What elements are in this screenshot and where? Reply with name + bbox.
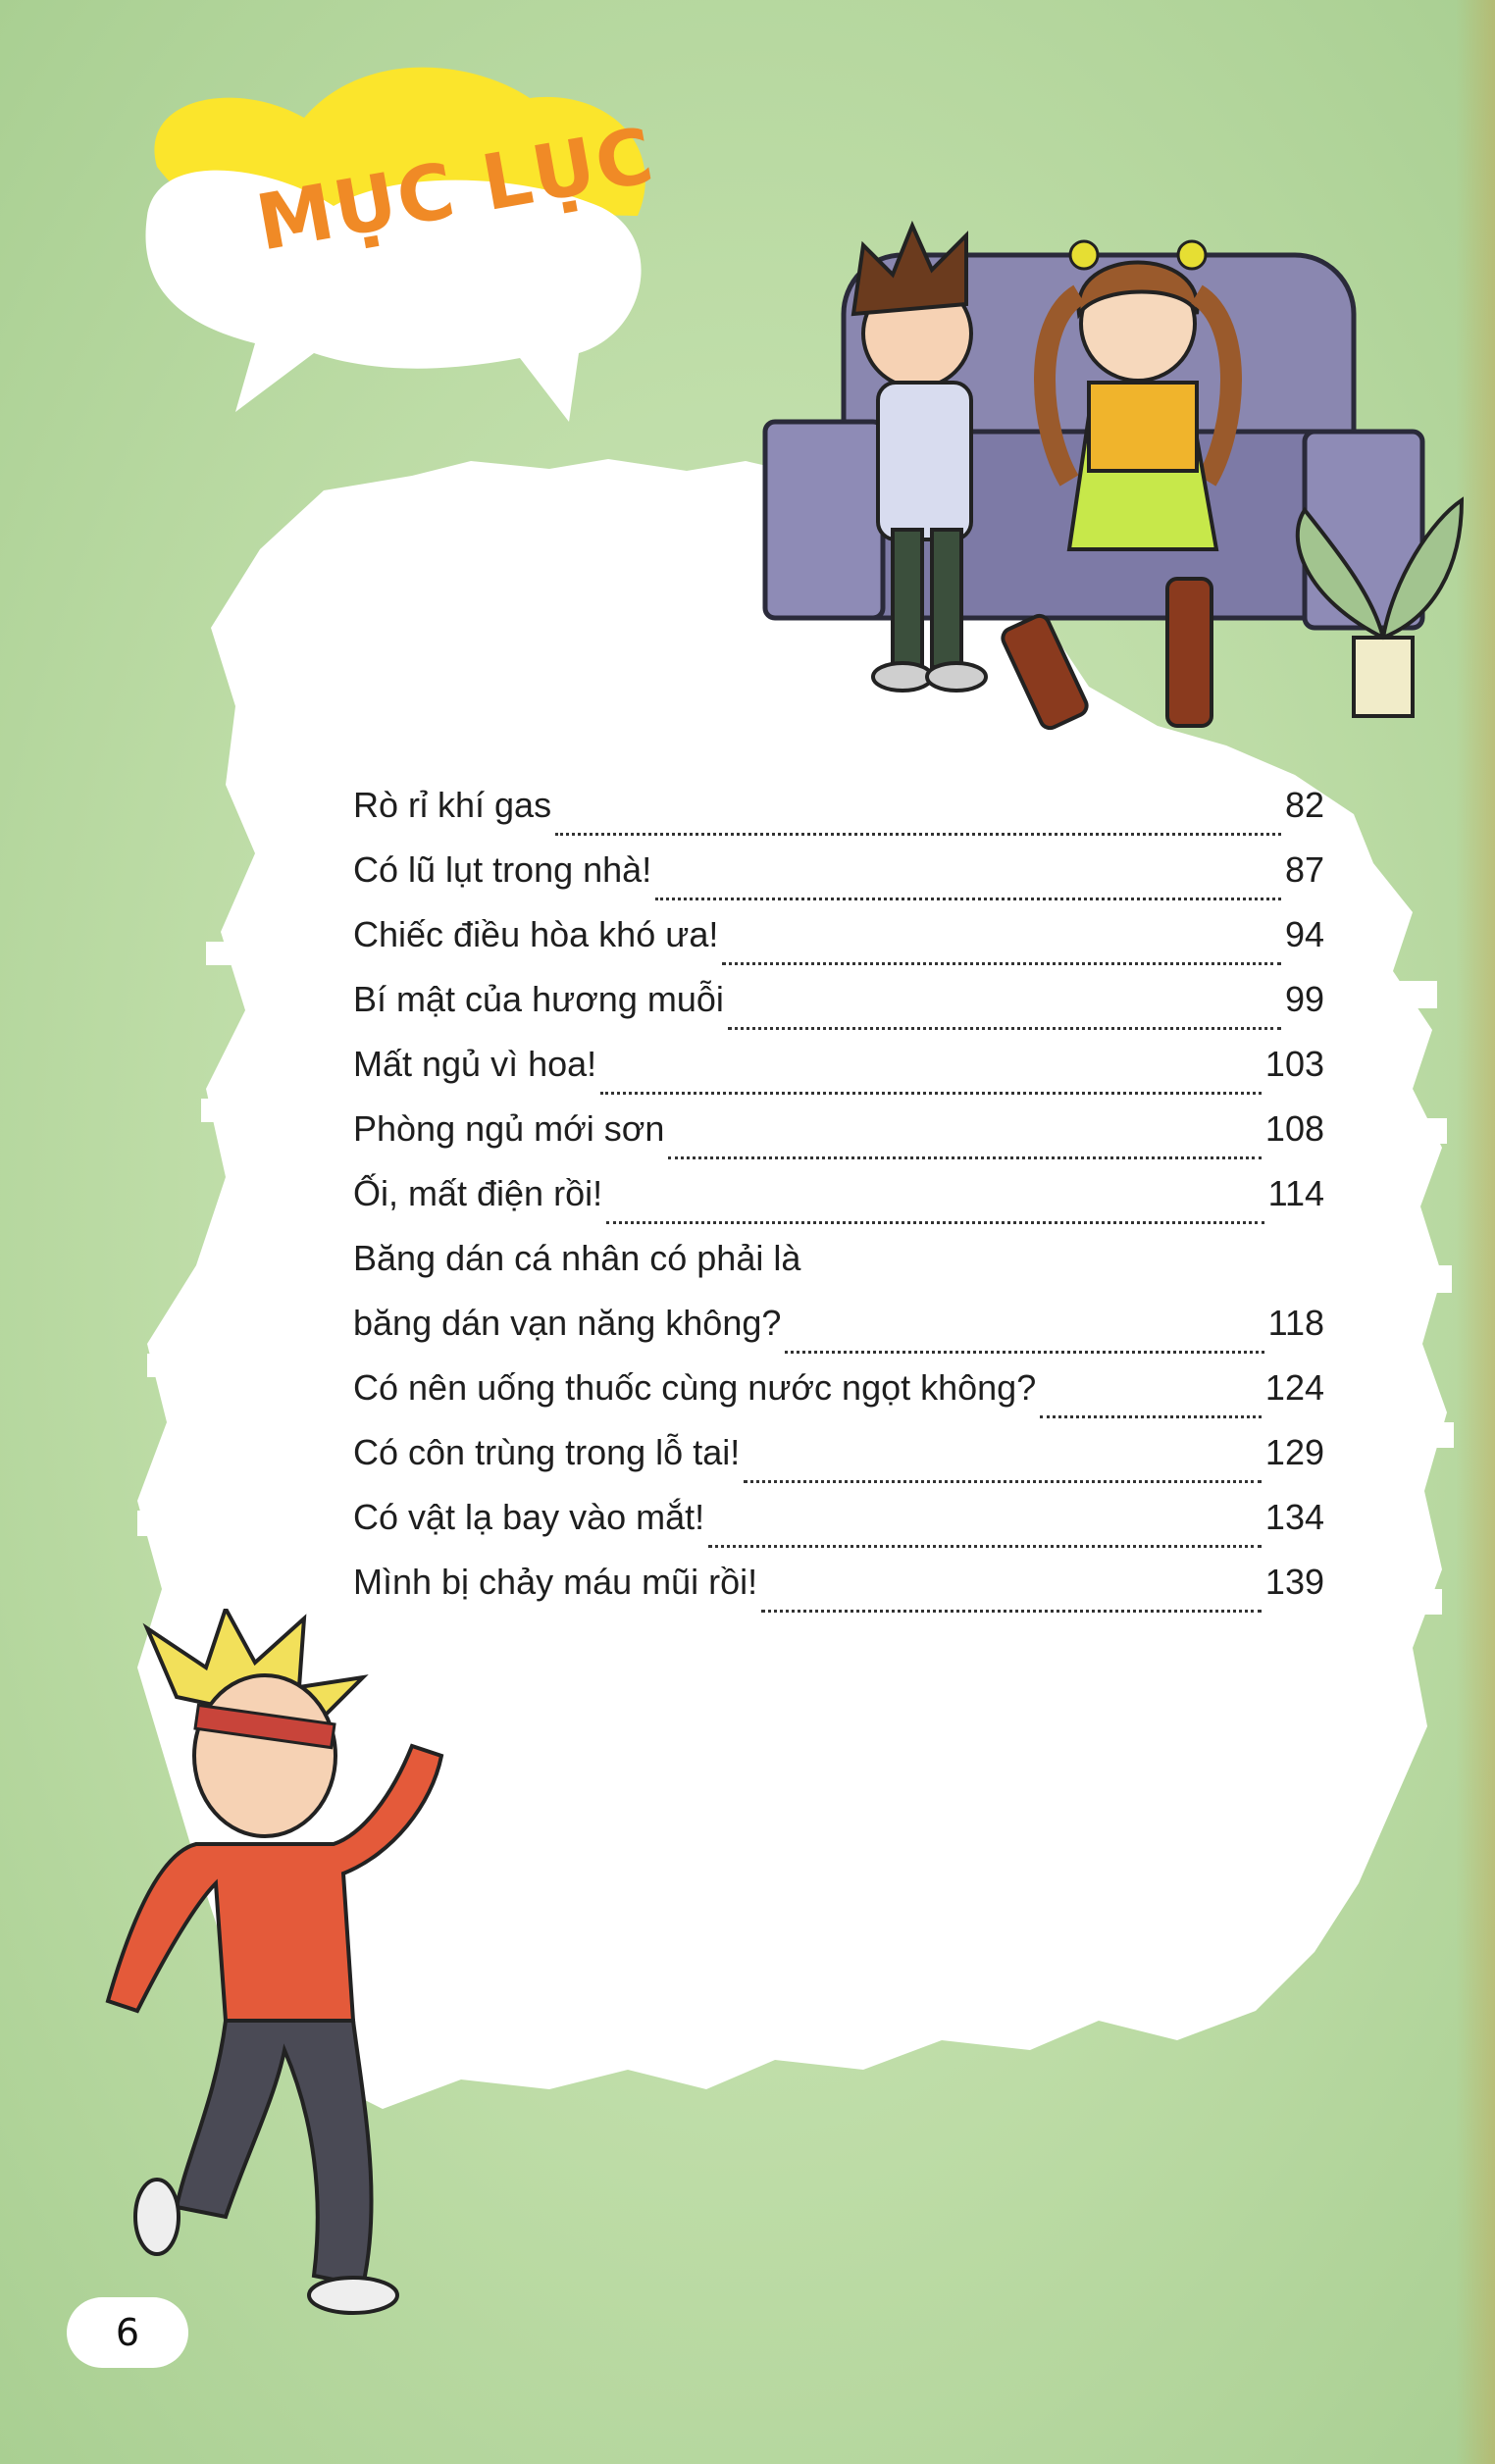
toc-entry (353, 1238, 1324, 1303)
toc-entry (353, 914, 1324, 979)
toc-entry-page: 124 (1264, 1367, 1324, 1408)
toc-entry (353, 1497, 1324, 1562)
toc-entry-page: 134 (1264, 1497, 1324, 1537)
toc-entry (353, 785, 1324, 849)
toc-entry-page: 99 (1284, 979, 1324, 1019)
toc-entry-page: 114 (1267, 1173, 1324, 1213)
toc-leader-dots (1040, 1415, 1262, 1418)
toc-leader-dots (555, 833, 1281, 836)
toc-entry-title: Mình bị chảy máu mũi rồi! (353, 1562, 758, 1602)
toc-entry (353, 1044, 1324, 1108)
toc-leader-dots (761, 1610, 1262, 1613)
page-title: MỤC LỤC (250, 111, 662, 269)
toc-leader-dots (600, 1092, 1262, 1095)
toc-leader-dots (728, 1027, 1281, 1030)
toc-entry (353, 1562, 1324, 1626)
toc-entry-title: Có lũ lụt trong nhà! (353, 849, 652, 890)
toc-entry (353, 1432, 1324, 1497)
toc-entry-title: Ối, mất điện rồi! (353, 1173, 603, 1213)
toc-entry-page: 118 (1267, 1303, 1324, 1343)
toc-entry (353, 1303, 1324, 1367)
toc-entry-title: băng dán vạn năng không? (353, 1303, 782, 1343)
toc-entry (353, 849, 1324, 914)
page-number-label: 6 (115, 2311, 140, 2354)
page-number (67, 2297, 188, 2368)
toc-leader-dots (785, 1351, 1263, 1354)
toc-leader-dots (744, 1480, 1262, 1483)
toc-entry-title: Mất ngủ vì hoa! (353, 1044, 597, 1084)
toc-entry-title: Có côn trùng trong lỗ tai! (353, 1432, 741, 1472)
toc-entry-title: Chiếc điều hòa khó ưa! (353, 914, 719, 954)
toc-entry (353, 979, 1324, 1044)
toc-entry-page: 108 (1264, 1108, 1324, 1149)
toc-entry-page: 82 (1284, 785, 1324, 825)
toc-entry-title: Có vật lạ bay vào mắt! (353, 1497, 705, 1537)
toc-entry-title: Phòng ngủ mới sơn (353, 1108, 665, 1149)
toc-leader-dots (722, 962, 1281, 965)
toc-entry-page: 129 (1264, 1432, 1324, 1472)
toc-entry-page: 139 (1264, 1562, 1324, 1602)
toc-entry-page: 87 (1284, 849, 1324, 890)
toc-leader-dots (606, 1221, 1264, 1224)
toc-entry-page: 103 (1264, 1044, 1324, 1084)
toc-entry-title: Băng dán cá nhân có phải là (353, 1238, 801, 1278)
toc-leader-dots (655, 898, 1281, 900)
toc-entry-page: 94 (1284, 914, 1324, 954)
toc-leader-dots (708, 1545, 1262, 1548)
toc-entry (353, 1173, 1324, 1238)
running-boy-illustration (69, 1609, 490, 2335)
table-of-contents (353, 785, 1324, 1626)
sofa-kids-illustration (755, 186, 1471, 755)
toc-entry-title: Rò rỉ khí gas (353, 785, 552, 825)
toc-entry-title: Bí mật của hương muỗi (353, 979, 724, 1019)
toc-leader-dots (668, 1156, 1262, 1159)
toc-entry-title: Có nên uống thuốc cùng nước ngọt không? (353, 1367, 1037, 1408)
toc-entry (353, 1367, 1324, 1432)
toc-entry (353, 1108, 1324, 1173)
